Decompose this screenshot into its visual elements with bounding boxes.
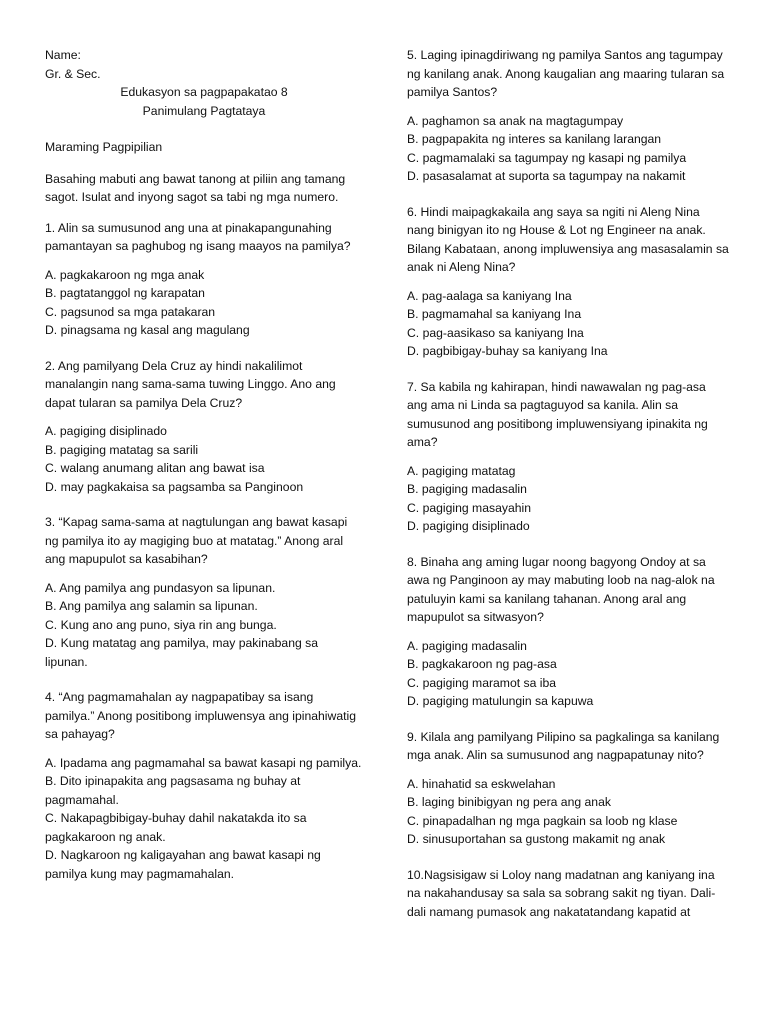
question-stem: 2. Ang pamilyang Dela Cruz ay hindi nakalilimot manalangin nang sama-sama tuwing Linggo. Ano ang dapat tularan sa pamilya Dela Cruz? bbox=[45, 358, 336, 410]
question-stem: 10.Nagsisigaw si Loloy nang madatnan ang kaniyang ina na nakahandusay sa sala sa sobrang sakit ng tiyan. Dali-dali namang pumasok ang nakatatandang kapatid at bbox=[407, 867, 716, 919]
option-b: B. pagmamahal sa kaniyang Ina bbox=[407, 307, 582, 321]
option-c: C. pagiging maramot sa iba bbox=[407, 675, 557, 690]
option-b: B. pagiging matatag sa sarili bbox=[45, 442, 199, 457]
option-b: B. pagtatanggol ng karapatan bbox=[45, 286, 205, 300]
option-a: A. paghamon sa anak na magtagumpay bbox=[407, 113, 624, 128]
question-stem: 4. “Ang pagmamahalan ay nagpapatibay sa isang pamilya.” Anong positibong impluwensya ang ipinahiwatig sa pahayag? bbox=[45, 690, 356, 741]
name-label: Name: bbox=[45, 48, 81, 62]
option-d: D. Kung matatag ang pamilya, may pakinabang sa lipunan. bbox=[45, 636, 319, 669]
option-d: D. pagiging disiplinado bbox=[407, 519, 530, 533]
question-stem: 5. Laging ipinagdiriwang ng pamilya Santos ang tagumpay ng kanilang anak. Anong kaugalian ang maaring tularan sa pamilya Santos? bbox=[407, 48, 725, 99]
subject-title: Edukasyon sa pagpapakatao 8 bbox=[120, 85, 288, 99]
question-9 bbox=[407, 728, 729, 849]
option-d: D. pinagsama ng kasal ang magulang bbox=[45, 323, 250, 337]
option-a: A. pagiging madasalin bbox=[407, 638, 527, 653]
option-c: C. pinapadalhan ng mga pagkain sa loob ng klase bbox=[407, 813, 678, 828]
grade-section-label: Gr. & Sec. bbox=[45, 66, 101, 81]
question-1 bbox=[45, 219, 363, 340]
option-b: B. pagkakaroon ng pag-asa bbox=[407, 657, 557, 671]
question-4 bbox=[45, 688, 363, 883]
question-10 bbox=[407, 866, 729, 922]
option-a: A. pagkakaroon ng mga anak bbox=[45, 267, 205, 282]
question-3 bbox=[45, 513, 363, 671]
option-c: C. pagiging masayahin bbox=[407, 500, 531, 515]
option-c: C. walang anumang alitan ang bawat isa bbox=[45, 461, 265, 475]
option-a: A. pagiging matatag bbox=[407, 463, 516, 478]
option-d: D. sinusuportahan sa gustong makamit ng anak bbox=[407, 832, 666, 846]
option-c: C. pagsunod sa mga patakaran bbox=[45, 304, 216, 319]
question-8 bbox=[407, 553, 729, 711]
question-stem: 1. Alin sa sumusunod ang una at pinakapangunahing pamantayan sa paghubog ng isang maayos na pamilya? bbox=[45, 220, 351, 253]
right-column bbox=[407, 46, 729, 931]
instructions: Basahing mabuti ang bawat tanong at piliin ang tamang sagot. Isulat and inyong sagot sa tabi ng mga numero. bbox=[45, 171, 346, 204]
option-c: C. pag-aasikaso sa kaniyang Ina bbox=[407, 325, 584, 340]
option-c: C. Kung ano ang puno, siya rin ang bunga. bbox=[45, 617, 277, 632]
section-title: Maraming Pagpipilian bbox=[45, 140, 163, 154]
option-d: D. pasasalamat at suporta sa tagumpay na nakamit bbox=[407, 169, 686, 183]
option-a: A. pagiging disiplinado bbox=[45, 424, 167, 438]
question-stem: 6. Hindi maipagkakaila ang saya sa ngiti ni Aleng Nina nang binigyan ito ng House & Lot ng Engineer na anak. Bilang Kabataan, anong impluwensiya ang masasalamin sa anak ni Aleng Nina? bbox=[407, 204, 729, 274]
option-b: B. Dito ipinapakita ang pagsasama ng buhay at pagmamahal. bbox=[45, 774, 301, 807]
option-c: C. pagmamalaki sa tagumpay ng kasapi ng pamilya bbox=[407, 150, 687, 165]
option-d: D. pagiging matulungin sa kapuwa bbox=[407, 694, 594, 708]
option-b: B. laging binibigyan ng pera ang anak bbox=[407, 795, 611, 809]
option-d: D. Nagkaroon ng kaligayahan ang bawat kasapi ng pamilya kung may pagmamahalan. bbox=[45, 848, 321, 881]
option-a: A. Ang pamilya ang pundasyon sa lipunan. bbox=[45, 580, 276, 595]
option-d: D. pagbibigay-buhay sa kaniyang Ina bbox=[407, 344, 608, 358]
option-b: B. Ang pamilya ang salamin sa lipunan. bbox=[45, 599, 258, 613]
left-column bbox=[45, 46, 363, 883]
option-d: D. may pagkakaisa sa pagsamba sa Panginoon bbox=[45, 479, 304, 494]
question-5 bbox=[407, 46, 729, 186]
question-stem: 3. “Kapag sama-sama at nagtulungan ang bawat kasapi ng pamilya ito ay magiging buo at matatag.” Anong aral ang mapupulot sa kasabihan? bbox=[45, 515, 348, 566]
option-b: B. pagiging madasalin bbox=[407, 482, 527, 496]
test-title: Panimulang Pagtataya bbox=[142, 103, 266, 118]
question-stem: 7. Sa kabila ng kahirapan, hindi nawawalan ng pag-asa ang ama ni Linda sa pagtaguyod sa kanila. Alin sa sumusunod ang positibong impluwensiyang ipinakita ng ama? bbox=[407, 379, 708, 449]
option-b: B. pagpapakita ng interes sa kanilang larangan bbox=[407, 132, 662, 146]
question-stem: 8. Binaha ang aming lugar noong bagyong Ondoy at sa awa ng Panginoon ay may mabuting loob na nag-alok na patuluyin kami sa kanilang tahanan. Anong aral ang mapupulot sa sitwasyon? bbox=[407, 554, 715, 624]
question-2 bbox=[45, 357, 363, 497]
question-6 bbox=[407, 203, 729, 361]
question-stem: 9. Kilala ang pamilyang Pilipino sa pagkalinga sa kanilang mga anak. Alin sa sumusunod ang nagpapatunay nito? bbox=[407, 729, 720, 762]
option-a: A. hinahatid sa eskwelahan bbox=[407, 776, 556, 791]
option-a: A. pag-aalaga sa kaniyang Ina bbox=[407, 288, 572, 303]
option-c: C. Nakapagbibigay-buhay dahil nakatakda ito sa pagkakaroon ng anak. bbox=[45, 811, 307, 844]
option-a: A. Ipadama ang pagmamahal sa bawat kasapi ng pamilya. bbox=[45, 755, 362, 770]
question-7 bbox=[407, 378, 729, 536]
